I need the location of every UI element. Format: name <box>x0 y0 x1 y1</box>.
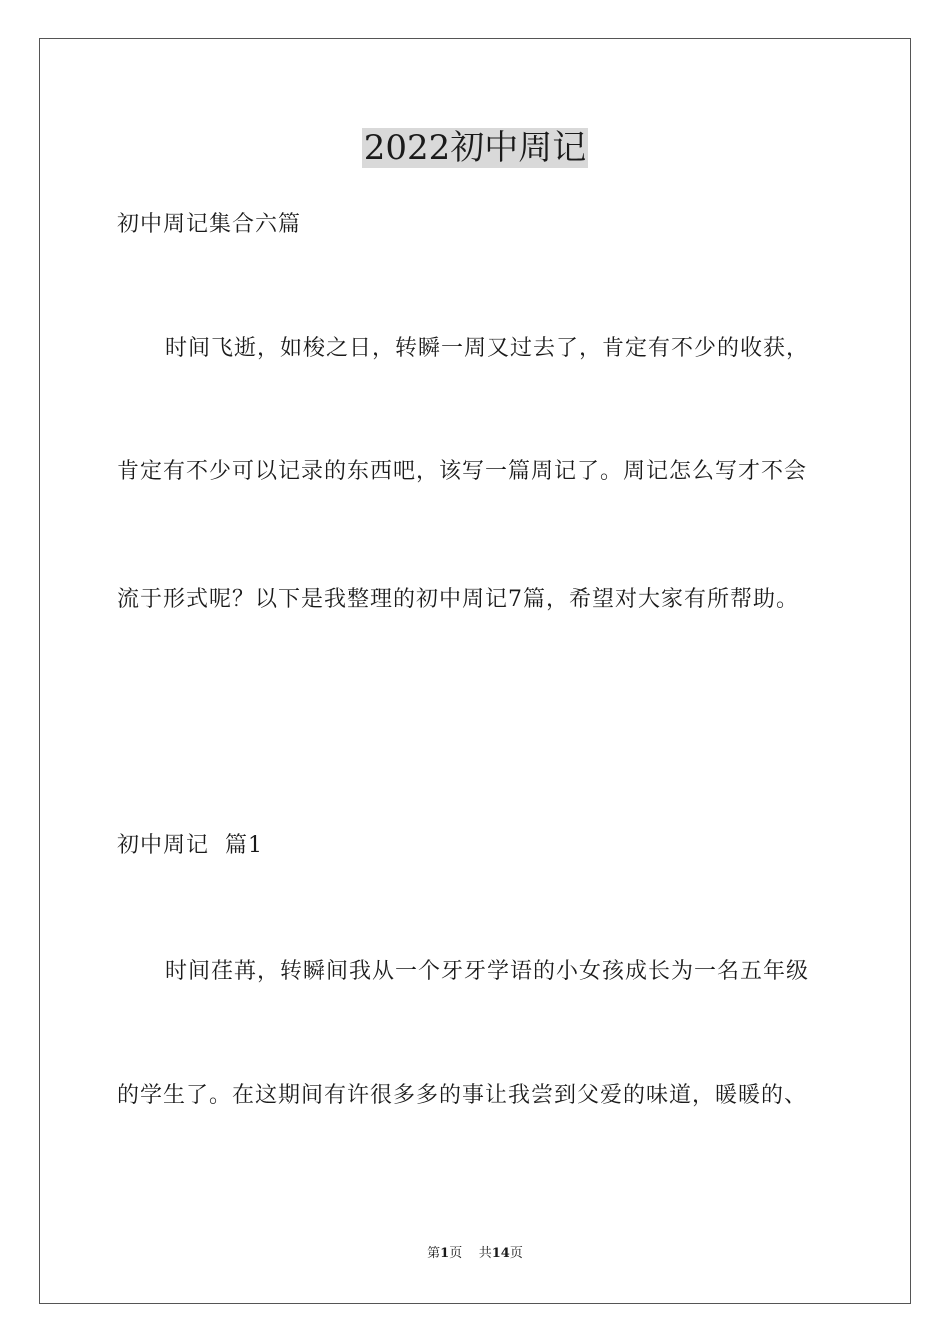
footer-page-prefix: 第 <box>427 1246 441 1261</box>
intro-paragraph-line-2: 肯定有不少可以记录的东西吧，该写一篇周记了。周记怎么写才不会 <box>117 459 808 484</box>
document-title: 2022初中周记 <box>363 128 587 168</box>
intro-paragraph-line-3: 流于形式呢？以下是我整理的初中周记7篇，希望对大家有所帮助。 <box>117 587 799 612</box>
footer-total-pages: 14 <box>491 1246 510 1261</box>
page-footer <box>0 1245 950 1263</box>
footer-page-mid: 页 共 <box>449 1246 492 1261</box>
section-1-line-2: 的学生了。在这期间有许很多多的事让我尝到父爱的味道，暖暖的、 <box>117 1083 808 1108</box>
footer-current-page: 1 <box>440 1246 450 1261</box>
document-subtitle: 初中周记集合六篇 <box>117 212 302 237</box>
intro-paragraph-line-1: 时间飞逝，如梭之日，转瞬一周又过去了，肯定有不少的收获， <box>165 336 810 361</box>
document-title-container <box>0 128 950 168</box>
section-1-line-1: 时间荏苒，转瞬间我从一个牙牙学语的小女孩成长为一名五年级 <box>165 959 810 984</box>
section-1-heading: 初中周记 篇1 <box>117 833 263 858</box>
footer-page-suffix: 页 <box>509 1246 523 1261</box>
